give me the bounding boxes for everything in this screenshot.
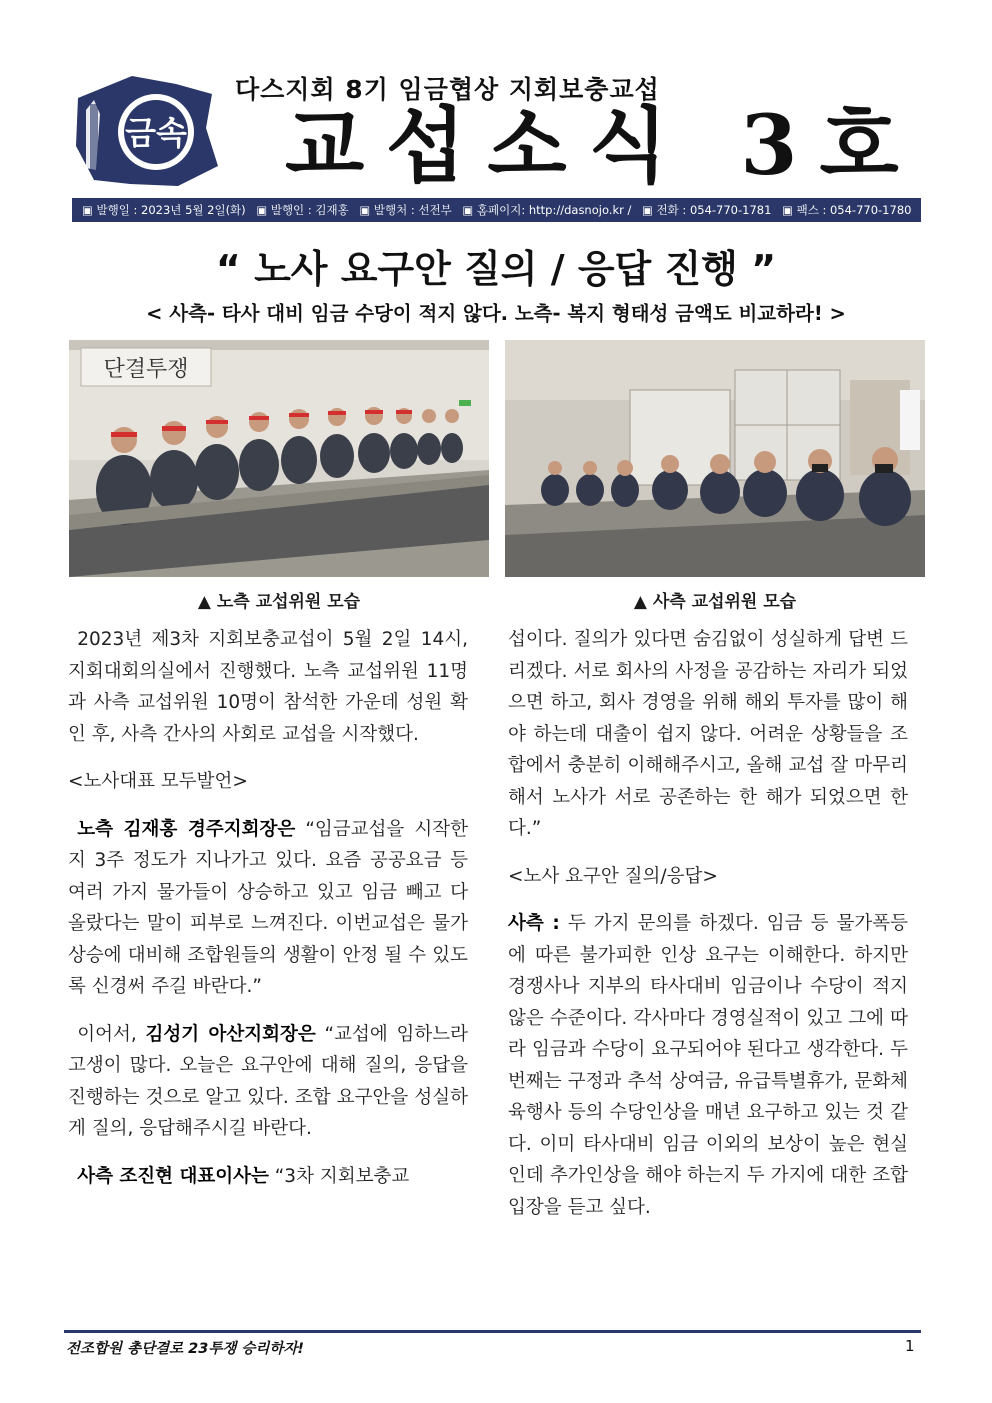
headline: “ 노사 요구안 질의 / 응답 진행 ” (215, 247, 777, 291)
article-column-right (508, 624, 908, 1223)
speaker-name: 사측 : (508, 913, 560, 934)
speech-text: “교섭에 임하느라 고생이 많다. 오늘은 요구안에 대해 질의, 응답을 진행하는 것으로 알고 있다. 조합 요구안을 성실하게 질의, 응답해주시길 바란다. (68, 1023, 469, 1139)
speaker-name: 노측 김재홍 경주지회장은 (77, 818, 296, 840)
paragraph-prefix: 이어서, (77, 1023, 146, 1045)
page-number: 1 (905, 1337, 915, 1355)
publishing-office: ▣ 발행처 : 선전부 (359, 203, 452, 217)
banner-text: 단결투쟁 (103, 357, 189, 382)
left-photo-caption: ▲ 노측 교섭위원 모습 (197, 592, 361, 612)
page-title: 교섭소식 3호 (285, 98, 921, 194)
management-negotiators-photo (505, 340, 925, 577)
publication-info-bar (72, 198, 921, 222)
article-paragraph (68, 1161, 468, 1193)
footer-divider (64, 1330, 921, 1333)
speaker-name: 김성기 아산지회장은 (145, 1023, 316, 1045)
article-paragraph: 2023년 제3차 지회보충교섭이 5월 2일 14시, 지회대회의실에서 진행했다. 노측 교섭위원 11명과 사측 교섭위원 10명이 참석한 가운데 성원 확인 후, 사측 간사의 사회로 교섭을 시작했다. (68, 629, 468, 745)
article-paragraph (68, 814, 468, 1003)
speaker-name: 사측 조진현 대표이사는 (77, 1165, 269, 1187)
union-negotiators-photo (69, 340, 489, 577)
speech-text: “임금교섭을 시작한지 3주 정도가 지나가고 있다. 요즘 공공요금 등 여러 가지 물가들이 상승하고 있고 임금 빼고 다 올랐다는 말이 피부로 느껴진다. 이번교섭은 물가상승에 대비해 조합원들의 생활이 안정 될 수 있도록 신경써 주길 바란다.” (68, 818, 468, 997)
subheadline: < 사측- 타사 대비 임금 수당이 적지 않다. 노측- 복지 형태성 금액도 비교하라! > (146, 302, 846, 325)
article-paragraph (68, 1019, 468, 1145)
publish-date: ▣ 발행일 : 2023년 5월 2일(화) (82, 203, 246, 217)
article-column-left (68, 624, 468, 1192)
publisher: ▣ 발행인 : 김재홍 (256, 203, 349, 217)
union-logo (72, 70, 222, 190)
section-heading: <노사 요구안 질의/응답> (508, 865, 718, 887)
masthead-subtitle: 다스지회 8기 임금협상 지회보충교섭 (235, 75, 660, 104)
logo-text: 금속 (125, 114, 187, 152)
right-photo-caption: ▲ 사측 교섭위원 모습 (633, 592, 797, 612)
speech-text: 두 가지 문의를 하겠다. 임금 등 물가폭등에 따른 불가피한 인상 요구는 이해한다. 하지만 경쟁사나 지부의 타사대비 임금이나 수당이 적지 않은 수준이다. 각사마다 경영실적이 있고 그에 따라 임금과 수당이 요구되어야 된다고 생각한다. 두 번째는 구정과 추석 상여금, 유급특별휴가, 문화체육행사 등의 수당인상을 매년 요구하고 있는 것 같다. 이미 타사대비 임금 이외의 보상이 높은 현실인데 추가인상을 해야 하는지 두 가지에 대한 조합입장을 듣고 싶다. (508, 913, 908, 1218)
footer-slogan: 전조합원 총단결로 23투쟁 승리하자! (66, 1341, 305, 1357)
speech-text: “3차 지회보충교 (268, 1165, 410, 1187)
article-paragraph (508, 908, 908, 1223)
phone-number: ▣ 전화 : 054-770-1781 (642, 203, 772, 217)
fax-number: ▣ 팩스 : 054-770-1780 (782, 203, 912, 217)
article-paragraph-continued: 섭이다. 질의가 있다면 숨김없이 성실하게 답변 드리겠다. 서로 회사의 사정을 공감하는 자리가 되었으면 하고, 회사 경영을 위해 해외 투자를 많이 해야 하는데 대출이 쉽지 않다. 어려운 상황들을 조합에서 충분히 이해해주시고, 올해 교섭 잘 마무리해서 노사가 서로 공존하는 한 해가 되었으면 한다.” (508, 629, 908, 839)
homepage-link[interactable]: ▣ 홈페이지: http://dasnojo.kr / (462, 203, 632, 217)
section-heading: <노사대표 모두발언> (68, 771, 248, 792)
